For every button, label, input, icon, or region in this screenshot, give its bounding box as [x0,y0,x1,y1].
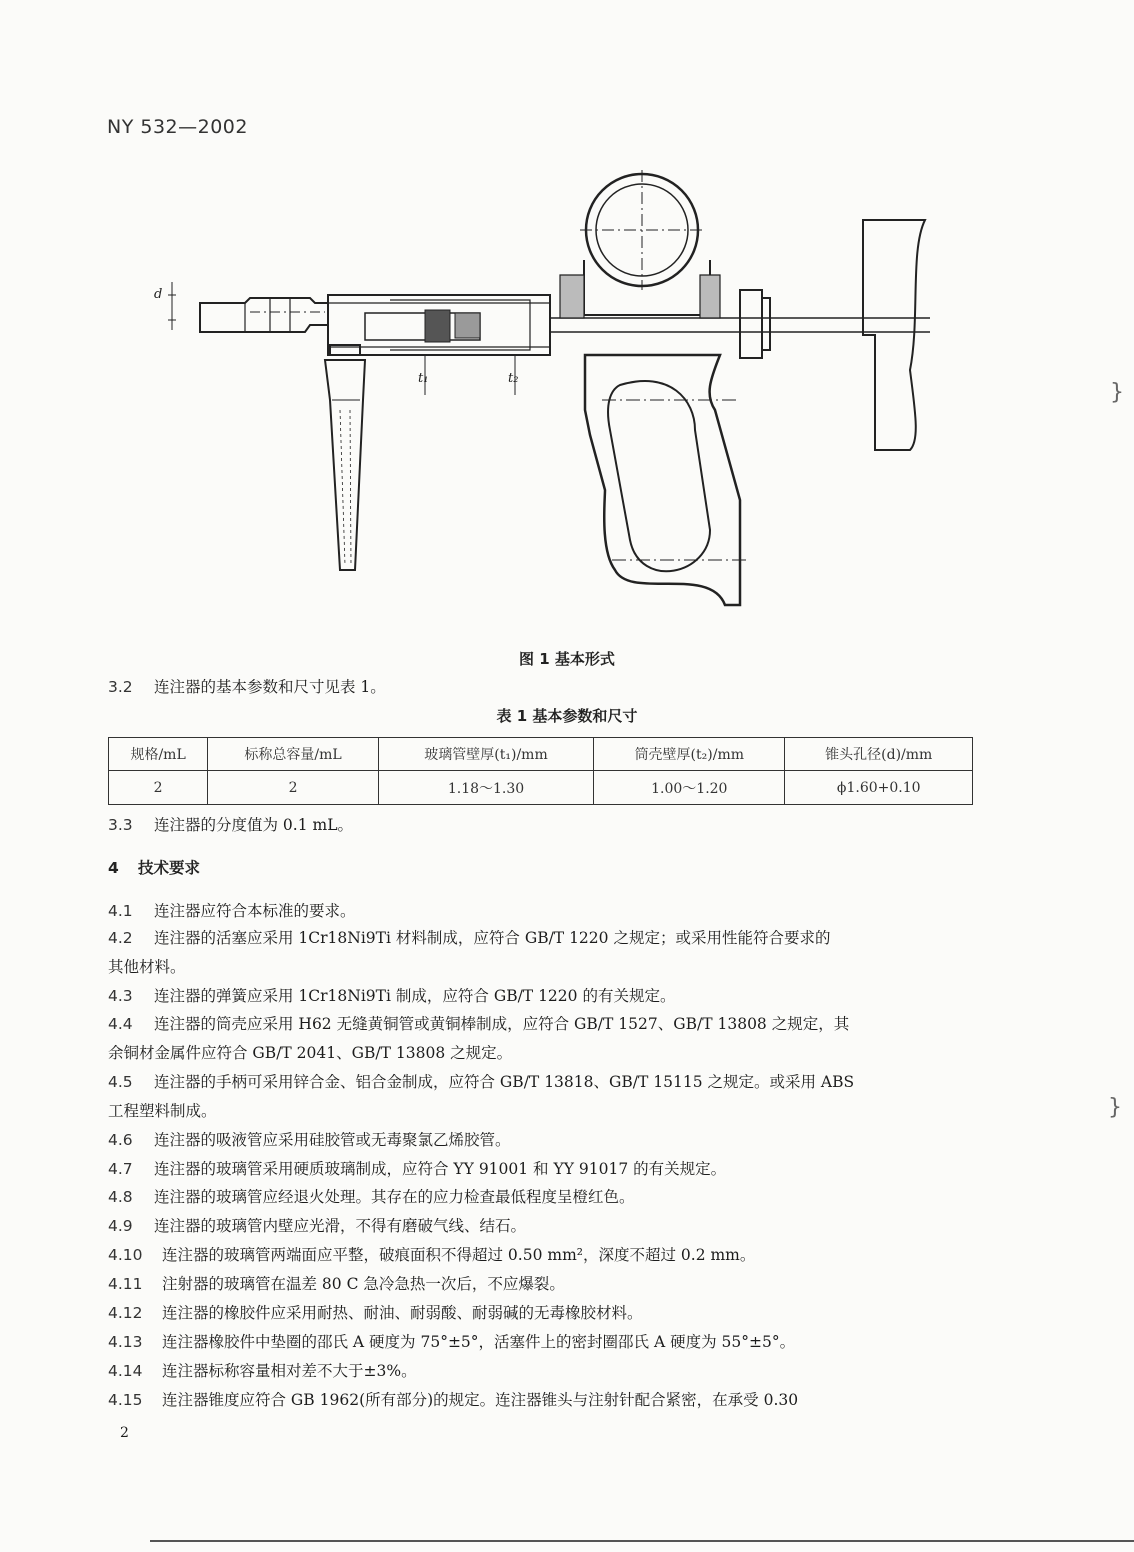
clause-4-15: 4.15 连注器锥度应符合 GB 1962(所有部分)的规定。连注器锥头与注射针配合紧密，在承受 0.30 [108,1391,799,1409]
clause-4-10: 4.10 连注器的玻璃管两端面应平整，破痕面积不得超过 0.50 mm²，深度不超过 0.2 mm。 [108,1246,756,1264]
clause-4-5-cont: 工程塑料制成。 [108,1102,217,1120]
col-glass-thickness: 玻璃管壁厚(t₁)/mm [378,738,593,771]
clause-4-7: 4.7 连注器的玻璃管采用硬质玻璃制成，应符合 YY 91001 和 YY 91017 的有关规定。 [108,1160,727,1178]
cell-spec: 2 [109,771,208,805]
clause-4-5: 4.5 连注器的手柄可采用锌合金、铝合金制成，应符合 GB/T 13818、GB/T 15115 之规定。或采用 ABS [108,1073,855,1091]
clause-4-12: 4.12 连注器的橡胶件应采用耐热、耐油、耐弱酸、耐弱碱的无毒橡胶材料。 [108,1304,643,1322]
standard-code: NY 532—2002 [107,116,248,138]
bottom-rule [150,1540,1134,1542]
table-header-row [109,738,973,771]
table-title: 表 1 基本参数和尺寸 [496,707,638,725]
clause-4-4-cont: 余铜材金属件应符合 GB/T 2041、GB/T 13808 之规定。 [108,1044,513,1062]
clause-4-11: 4.11 注射器的玻璃管在温差 80 C 急冷急热一次后，不应爆裂。 [108,1275,565,1293]
figure-caption: 图 1 基本形式 [519,650,615,668]
parameter-table [108,737,973,805]
dim-label-t1: t₁ [418,371,429,386]
cell-cone-diameter: ϕ1.60+0.10 [785,771,973,805]
clause-4-6: 4.6 连注器的吸液管应采用硅胶管或无毒聚氯乙烯胶管。 [108,1131,511,1149]
injector-drawing [150,170,940,625]
dim-label-d: d [154,287,163,302]
page-number: 2 [120,1425,129,1441]
dim-label-t2: t₂ [508,371,519,386]
clause-4-2-cont: 其他材料。 [108,958,186,976]
table-row [109,771,973,805]
clause-4-9: 4.9 连注器的玻璃管内壁应光滑，不得有磨破气线、结石。 [108,1217,527,1235]
cell-shell-thickness: 1.00～1.20 [594,771,785,805]
clause-4-14: 4.14 连注器标称容量相对差不大于±3%。 [108,1362,417,1380]
clause-4-1: 4.1 连注器应符合本标准的要求。 [108,902,356,920]
clause-3-2: 3.2 连注器的基本参数和尺寸见表 1。 [108,678,386,696]
col-shell-thickness: 筒壳壁厚(t₂)/mm [594,738,785,771]
col-capacity: 标称总容量/mL [208,738,379,771]
clause-4-2: 4.2 连注器的活塞应采用 1Cr18Ni9Ti 材料制成，应符合 GB/T 1220 之规定；或采用性能符合要求的 [108,929,831,947]
col-spec: 规格/mL [109,738,208,771]
clause-4-13: 4.13 连注器橡胶件中垫圈的邵氏 A 硬度为 75°±5°，活塞件上的密封圈邵氏 A 硬度为 55°±5°。 [108,1333,796,1351]
cell-capacity: 2 [208,771,379,805]
clause-4-4: 4.4 连注器的筒壳应采用 H62 无缝黄铜管或黄铜棒制成，应符合 GB/T 1527、GB/T 13808 之规定，其 [108,1015,850,1033]
clause-3-3: 3.3 连注器的分度值为 0.1 mL。 [108,816,353,834]
scan-mark-bottom: } [1108,1095,1122,1120]
section-4-heading: 4 技术要求 [108,859,201,877]
clause-4-3: 4.3 连注器的弹簧应采用 1Cr18Ni9Ti 制成，应符合 GB/T 1220 的有关规定。 [108,987,676,1005]
scan-mark-top: } [1110,380,1124,405]
col-cone-diameter: 锥头孔径(d)/mm [785,738,973,771]
clause-4-8: 4.8 连注器的玻璃管应经退火处理。其存在的应力检查最低程度呈橙红色。 [108,1188,635,1206]
cell-glass-thickness: 1.18～1.30 [378,771,593,805]
